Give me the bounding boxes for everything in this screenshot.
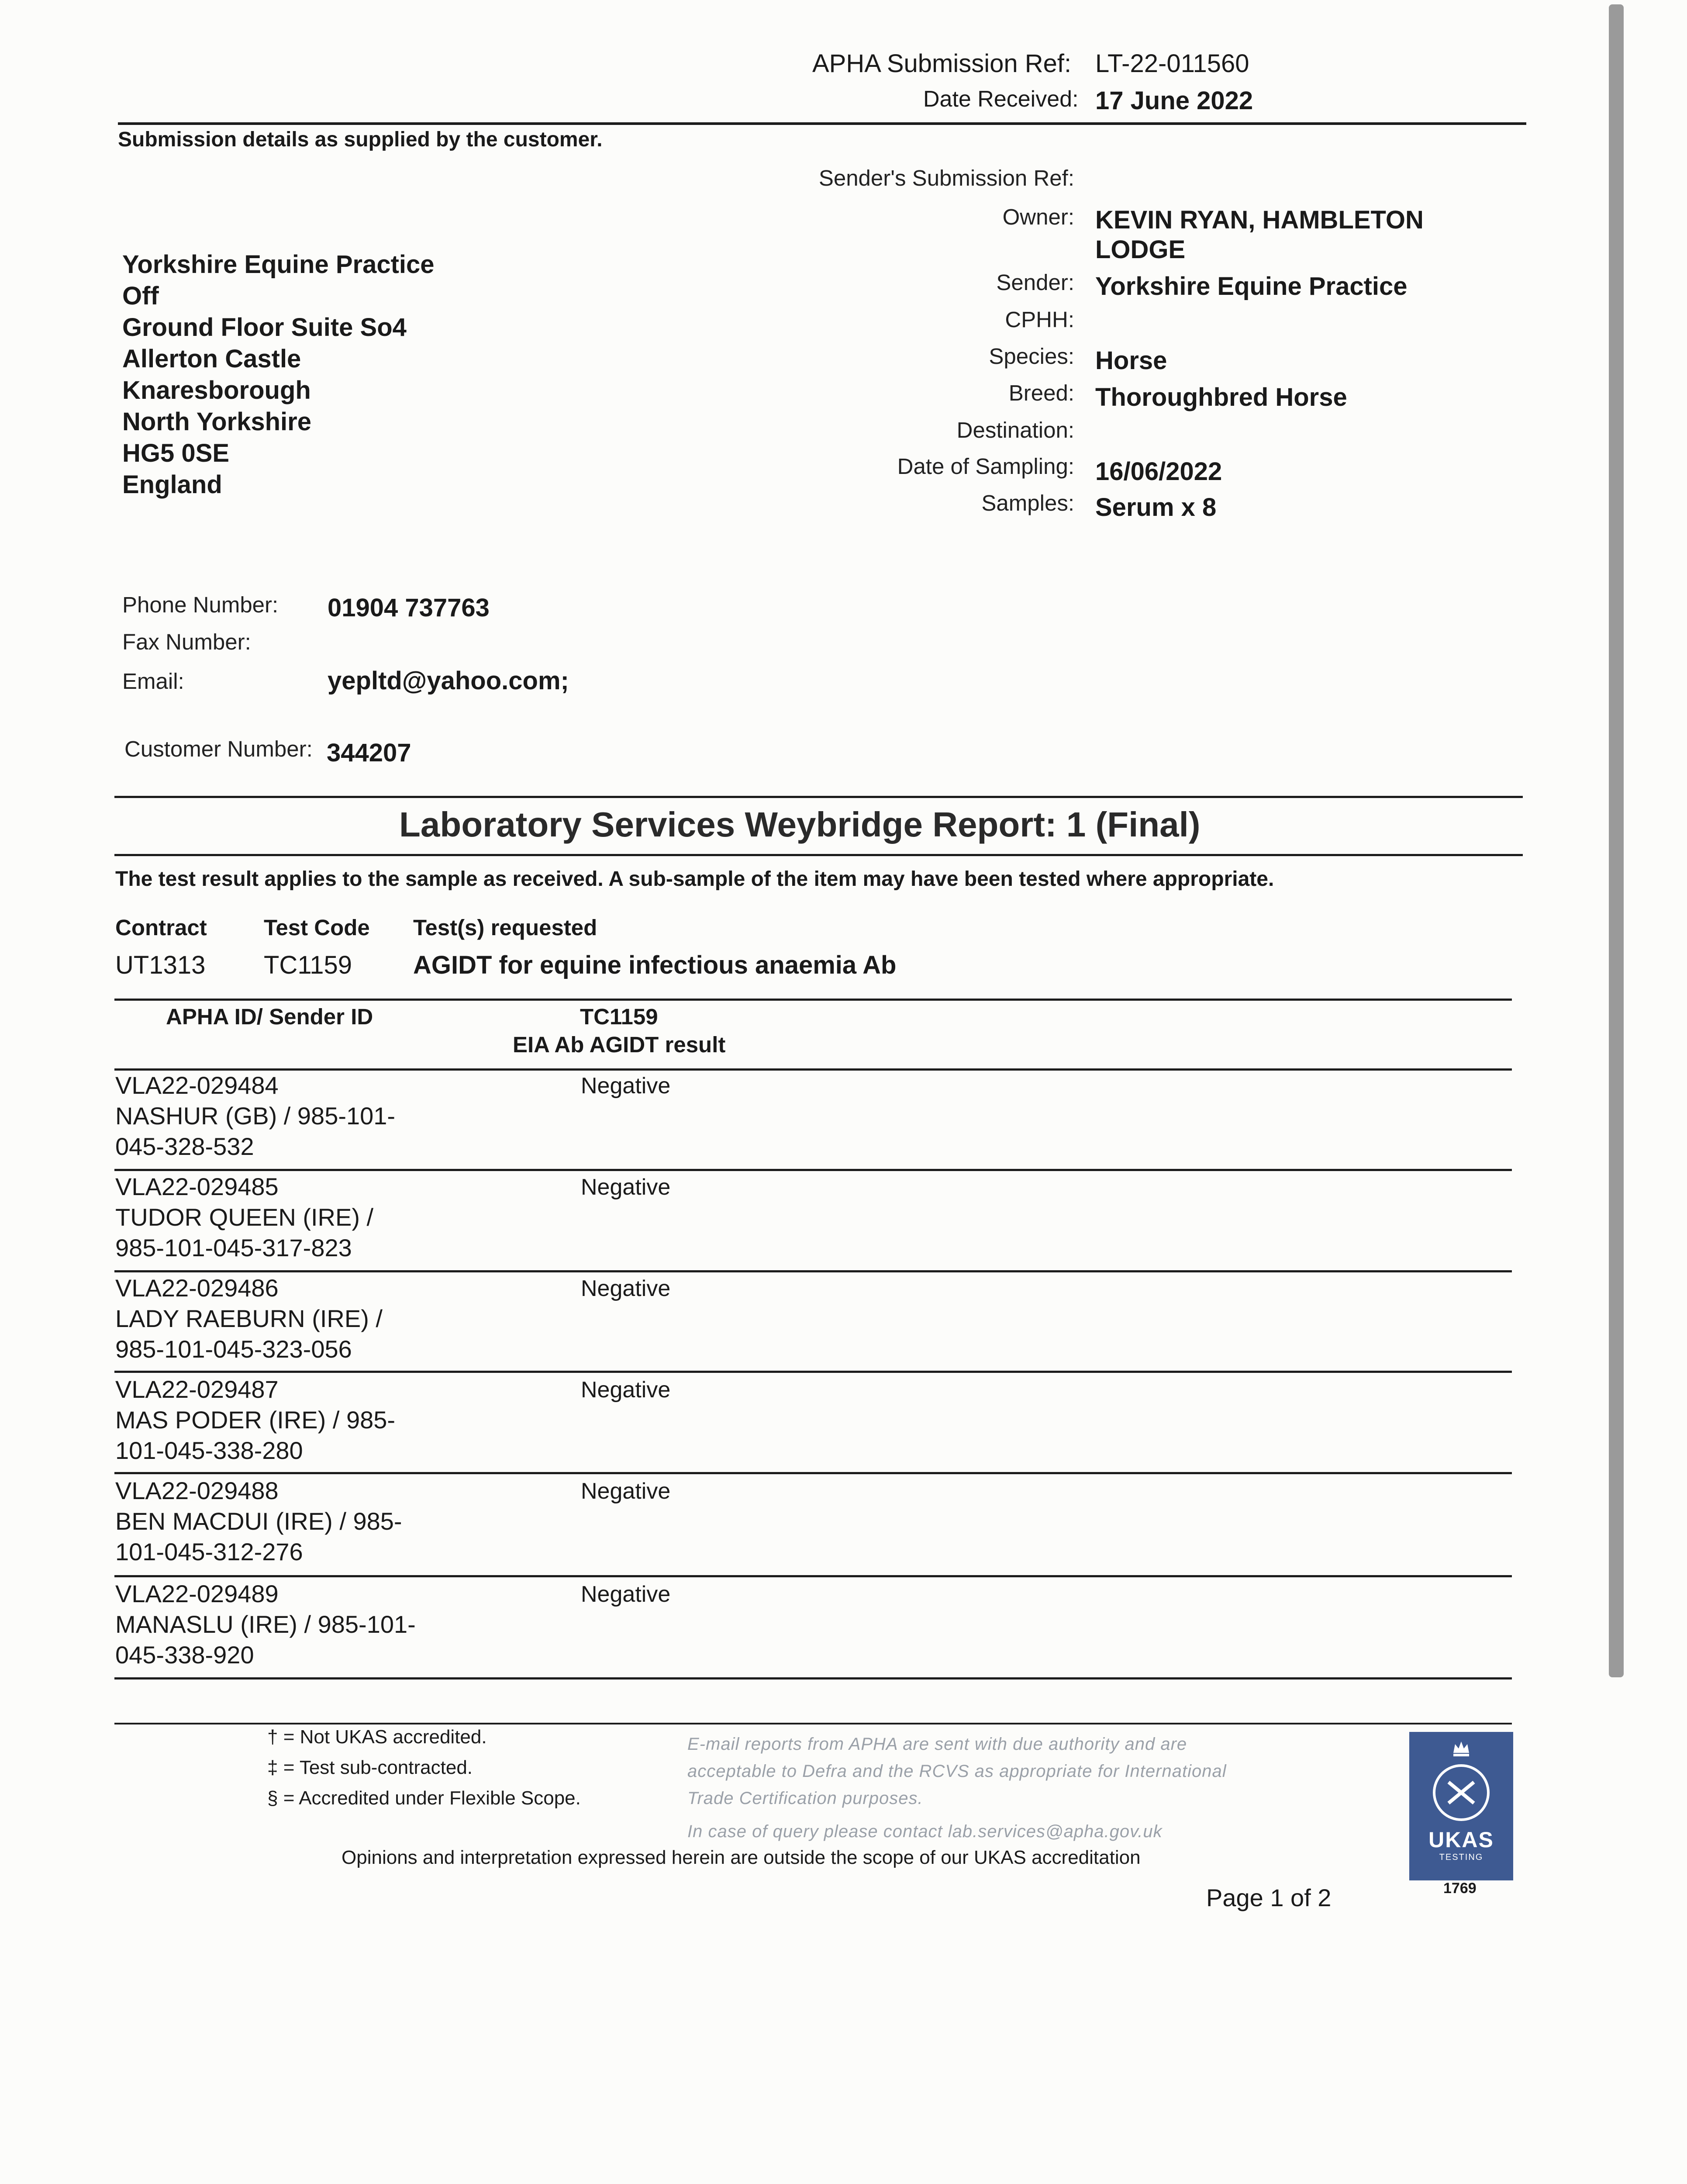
query-notice: In case of query please contact lab.services@apha.gov.uk [687,1822,1163,1841]
row-divider [114,1472,1512,1474]
legend-subcontracted: ‡ = Test sub-contracted. [267,1757,473,1778]
address-line: North Yorkshire [122,408,311,436]
result-value: Negative [581,1276,671,1301]
sender-id-cont: 985-101-045-323-056 [115,1335,352,1363]
sender-id: TUDOR QUEEN (IRE) / [115,1203,374,1231]
sender-label: Sender: [996,270,1074,295]
address-line: Knaresborough [122,376,311,404]
tests-requested-header: Test(s) requested [413,915,597,940]
ukas-name: UKAS [1428,1828,1494,1852]
address-block [122,249,435,501]
sample-id: VLA22-029486 [115,1274,279,1302]
page-number: Page 1 of 2 [1206,1884,1332,1911]
table-header-result: EIA Ab AGIDT result [513,1032,726,1057]
tests-requested-value: AGIDT for equine infectious anaemia Ab [413,951,897,979]
sample-id: VLA22-029487 [115,1375,279,1403]
samples-label: Samples: [981,491,1074,515]
table-row [115,1070,1513,1169]
submission-ref-value: LT-22-011560 [1095,49,1249,78]
table-header-id: APHA ID/ Sender ID [166,1004,373,1029]
sender-id-cont: 045-328-532 [115,1133,254,1160]
table-row [115,1476,1513,1574]
sender-id: MAS PODER (IRE) / 985- [115,1406,396,1434]
fax-label: Fax Number: [122,629,251,654]
table-header-test: TC1159 [580,1004,658,1029]
report-title: Laboratory Services Weybridge Report: 1 (Final) [399,805,1201,844]
email-notice-line: acceptable to Defra and the RCVS as appropriate for International [687,1762,1227,1781]
breed-value: Thoroughbred Horse [1095,383,1347,411]
species-label: Species: [989,344,1074,369]
sample-id: VLA22-029484 [115,1071,279,1099]
table-row [115,1374,1513,1473]
breed-label: Breed: [1008,380,1074,405]
report-title-top-rule [114,796,1523,798]
owner-value: KEVIN RYAN, HAMBLETON [1095,206,1424,234]
test-code-value: TC1159 [264,951,352,979]
result-value: Negative [581,1175,671,1200]
ukas-number: 1769 [1443,1880,1477,1897]
cphh-label: CPHH: [1005,307,1074,332]
email-value: yepltd@yahoo.com; [328,667,569,695]
table-bottom-rule [114,1677,1512,1679]
submission-note: Submission details as supplied by the customer. [118,128,603,151]
sender-id-cont: 045-338-920 [115,1641,254,1669]
result-value: Negative [581,1377,671,1403]
contract-header: Contract [115,915,207,940]
sample-id: VLA22-029489 [115,1580,279,1607]
destination-label: Destination: [956,418,1074,442]
senders-ref-label: Sender's Submission Ref: [818,166,1074,190]
email-label: Email: [122,669,184,694]
row-divider [114,1371,1512,1373]
row-divider [114,1575,1512,1577]
address-line: HG5 0SE [122,439,229,467]
test-code-header: Test Code [264,915,370,940]
sender-id-cont: 101-045-338-280 [115,1437,303,1464]
header-rule [118,122,1526,125]
result-value: Negative [581,1479,671,1504]
species-value: Horse [1095,346,1167,375]
address-line: Yorkshire Equine Practice [122,250,435,279]
sample-id: VLA22-029488 [115,1477,279,1504]
customer-number-label: Customer Number: [124,736,313,761]
result-value: Negative [581,1073,671,1099]
address-line: Allerton Castle [122,345,301,373]
ukas-type: TESTING [1439,1852,1483,1862]
opinions-note: Opinions and interpretation expressed herein are outside the scope of our UKAS accreditation [342,1847,1141,1868]
phone-label: Phone Number: [122,592,279,617]
result-value: Negative [581,1582,671,1607]
sampling-date-label: Date of Sampling: [897,454,1074,479]
sender-id-cont: 101-045-312-276 [115,1538,303,1565]
row-divider [114,1169,1512,1171]
sender-id: LADY RAEBURN (IRE) / [115,1305,383,1332]
date-received-label: Date Received: [923,86,1079,112]
sender-id: MANASLU (IRE) / 985-101- [115,1610,416,1638]
samples-value: Serum x 8 [1095,493,1217,522]
legend-not-accredited: † = Not UKAS accredited. [267,1726,487,1748]
report-note: The test result applies to the sample as received. A sub-sample of the item may have been tested where appropriate. [115,867,1274,891]
table-top-rule [114,999,1512,1001]
customer-number-value: 344207 [327,739,411,767]
sample-id: VLA22-029485 [115,1173,279,1200]
report-title-bottom-rule [114,854,1523,856]
sender-id: BEN MACDUI (IRE) / 985- [115,1507,402,1535]
sender-id-cont: 985-101-045-317-823 [115,1234,352,1261]
email-notice [687,1731,1227,1845]
owner-value-cont: LODGE [1095,235,1186,264]
ukas-tick-icon [1433,1764,1490,1821]
submission-ref-label: APHA Submission Ref: [812,49,1072,78]
email-notice-line: Trade Certification purposes. [687,1789,923,1808]
crown-icon [1452,1738,1471,1757]
contract-value: UT1313 [115,951,206,979]
sampling-date-value: 16/06/2022 [1095,457,1222,486]
address-line: Ground Floor Suite So4 [122,313,407,342]
table-row [115,1273,1513,1372]
table-row [115,1579,1513,1677]
ukas-accreditation-mark [1409,1732,1513,1880]
address-line: England [122,470,222,499]
scan-edge [1609,4,1624,1677]
legend-flexible-scope: § = Accredited under Flexible Scope. [267,1787,581,1809]
phone-value: 01904 737763 [328,594,490,622]
footer-rule [114,1723,1512,1724]
email-notice-line: E-mail reports from APHA are sent with due authority and are [687,1735,1187,1754]
sender-id: NASHUR (GB) / 985-101- [115,1102,396,1130]
address-line: Off [122,282,159,310]
table-row [115,1171,1513,1270]
date-received-value: 17 June 2022 [1095,86,1253,115]
row-divider [114,1270,1512,1272]
sender-value: Yorkshire Equine Practice [1095,272,1408,301]
owner-label: Owner: [1002,204,1074,229]
